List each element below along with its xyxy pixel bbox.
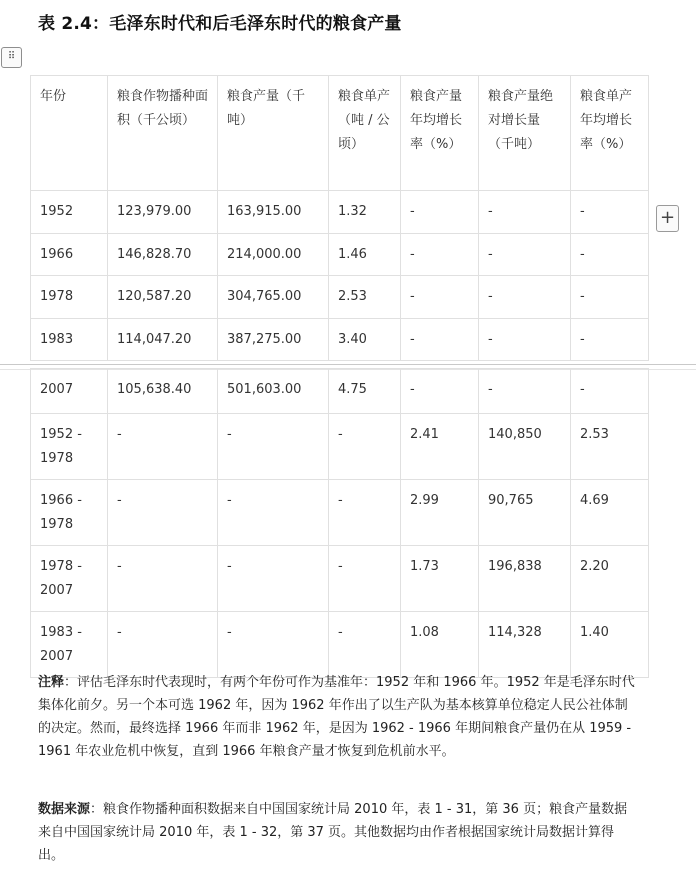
table-cell: -: [108, 480, 218, 546]
page-divider: [0, 364, 696, 365]
table-cell: 1978 - 2007: [31, 546, 108, 612]
table-cell: 1952: [31, 191, 108, 234]
table-cell: 2.41: [401, 414, 479, 480]
grain-table-bottom: [30, 368, 649, 678]
header-row: [31, 76, 649, 191]
table-cell: 120,587.20: [108, 276, 218, 319]
table-title: 表 2.4：毛泽东时代和后毛泽东时代的粮食产量: [38, 14, 402, 34]
table-cell: 1.08: [401, 612, 479, 678]
grain-table-top: [30, 75, 649, 361]
table-cell: -: [401, 191, 479, 234]
table-cell: 214,000.00: [218, 234, 329, 276]
table-cell: -: [479, 319, 571, 361]
source-text: ：粮食作物播种面积数据来自中国国家统计局 2010 年，表 1 - 31，第 36 页；粮食产量数据来自中国国家统计局 2010 年，表 1 - 32，第 37 页。其他数据均由作者根据国家统计局数据计算得出。: [38, 802, 628, 863]
table-cell: 105,638.40: [108, 369, 218, 414]
table-cell: -: [571, 369, 649, 414]
table-cell: 146,828.70: [108, 234, 218, 276]
column-header: 年份: [31, 76, 108, 191]
column-header: 粮食产量年均增长率（%）: [401, 76, 479, 191]
table-cell: -: [218, 414, 329, 480]
table-row: [31, 319, 649, 361]
drag-handle-icon[interactable]: ⠿: [1, 47, 22, 68]
table-cell: -: [401, 276, 479, 319]
table-cell: 1966 - 1978: [31, 480, 108, 546]
table-cell: -: [571, 234, 649, 276]
note-text: ：评估毛泽东时代表现时，有两个年份可作为基准年：1952 年和 1966 年。1952 年是毛泽东时代集体化前夕。另一个本可选 1962 年，因为 1962 年作出了以生产队为基本核算单位稳定人民公社体制的决定。然而，最终选择 1966 年而非 1962 年，是因为 1962 - 1966 年期间粮食产量仍在从 1959 - 1961 年农业危机中恢复，直到 1966 年粮食产量才恢复到危机前水平。: [38, 675, 635, 759]
column-header: 粮食产量（千吨）: [218, 76, 329, 191]
table-cell: -: [108, 546, 218, 612]
table-cell: 1.73: [401, 546, 479, 612]
table-cell: -: [479, 276, 571, 319]
column-header: 粮食作物播种面积（千公顷）: [108, 76, 218, 191]
table-cell: 2.53: [571, 414, 649, 480]
table-cell: 2.53: [329, 276, 401, 319]
table-cell: -: [218, 480, 329, 546]
table-cell: 114,047.20: [108, 319, 218, 361]
table-cell: 2007: [31, 369, 108, 414]
table-cell: 1.32: [329, 191, 401, 234]
column-header: 粮食单产（吨 / 公顷）: [329, 76, 401, 191]
table-cell: -: [329, 414, 401, 480]
table-cell: -: [108, 414, 218, 480]
table-row: [31, 234, 649, 276]
table-cell: -: [401, 319, 479, 361]
table-cell: -: [401, 234, 479, 276]
data-source: [38, 798, 640, 867]
table-cell: 123,979.00: [108, 191, 218, 234]
note-label: 注释: [38, 675, 65, 690]
table-cell: 1.46: [329, 234, 401, 276]
table-cell: 1966: [31, 234, 108, 276]
table-cell: -: [108, 612, 218, 678]
table-cell: -: [479, 191, 571, 234]
table-cell: 114,328: [479, 612, 571, 678]
table-row: [31, 369, 649, 414]
table-row: [31, 546, 649, 612]
table-row: [31, 612, 649, 678]
table-cell: -: [571, 319, 649, 361]
table-cell: 1.40: [571, 612, 649, 678]
table-cell: -: [329, 612, 401, 678]
table-note: [38, 671, 640, 763]
table-cell: 1983 - 2007: [31, 612, 108, 678]
table-cell: 90,765: [479, 480, 571, 546]
column-header: 粮食产量绝对增长量（千吨）: [479, 76, 571, 191]
table-cell: 2.99: [401, 480, 479, 546]
table-cell: 1983: [31, 319, 108, 361]
table-cell: -: [401, 369, 479, 414]
table-cell: 387,275.00: [218, 319, 329, 361]
table-cell: -: [571, 191, 649, 234]
table-cell: 4.69: [571, 480, 649, 546]
table-cell: 304,765.00: [218, 276, 329, 319]
table-cell: 2.20: [571, 546, 649, 612]
table-cell: 3.40: [329, 319, 401, 361]
table-row: [31, 276, 649, 319]
table-cell: 501,603.00: [218, 369, 329, 414]
table-cell: -: [329, 480, 401, 546]
table-cell: -: [571, 276, 649, 319]
table-cell: 1978: [31, 276, 108, 319]
table-cell: -: [479, 369, 571, 414]
table-cell: 163,915.00: [218, 191, 329, 234]
table-cell: -: [218, 612, 329, 678]
table-cell: -: [479, 234, 571, 276]
table-row: [31, 480, 649, 546]
add-column-button[interactable]: [656, 205, 679, 232]
table-cell: 4.75: [329, 369, 401, 414]
table-cell: 140,850: [479, 414, 571, 480]
table-row: [31, 191, 649, 234]
table-cell: -: [329, 546, 401, 612]
table-cell: -: [218, 546, 329, 612]
source-label: 数据来源: [38, 802, 91, 817]
table-cell: 1952 - 1978: [31, 414, 108, 480]
table-row: [31, 414, 649, 480]
column-header: 粮食单产年均增长率（%）: [571, 76, 649, 191]
table-cell: 196,838: [479, 546, 571, 612]
plus-icon: +: [659, 207, 676, 228]
